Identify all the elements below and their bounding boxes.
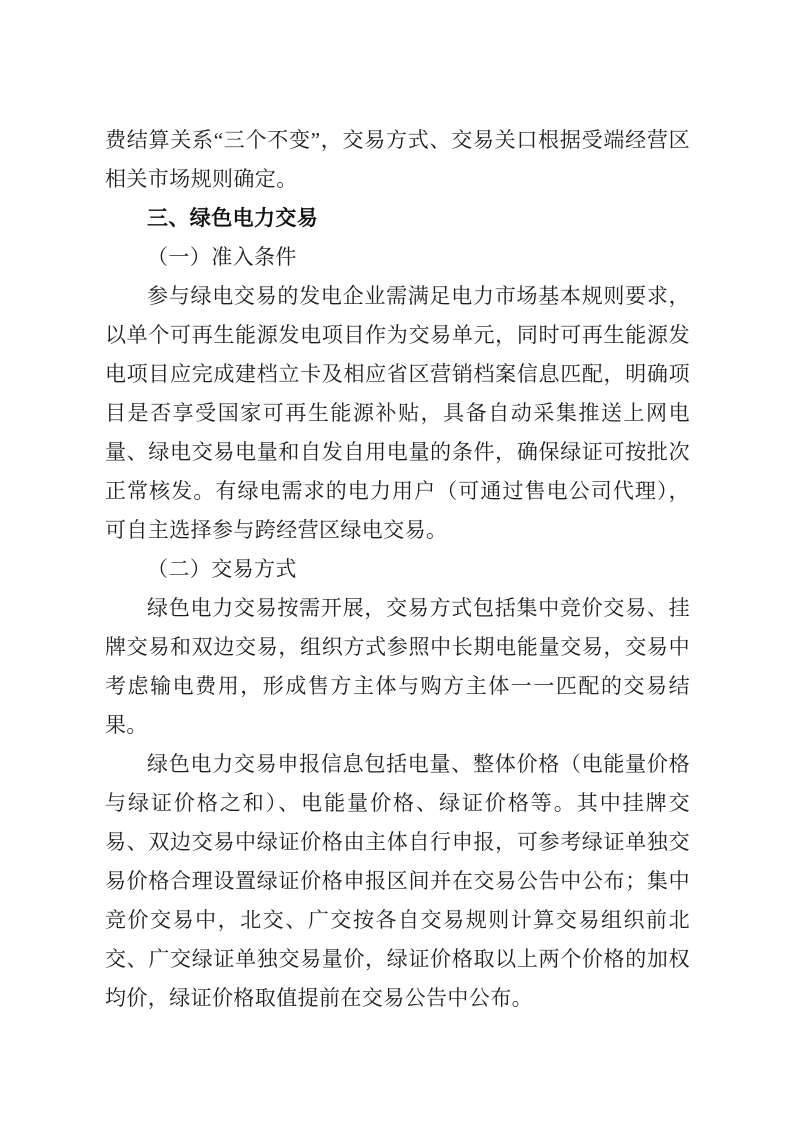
subsection-heading-trading-methods: （二）交易方式 bbox=[147, 557, 297, 581]
paragraph: 绿色电力交易申报信息包括电量、整体价格（电能量价格与绿证价格之和）、电能量价格、绿证价格等。其中挂牌交易、双边交易中绿证价格由主体自行申报，可参考绿证单独交易价格合理设置绿证价格申报区间并在交易公告中公布；集中竞价交易中，北交、广交按各自交易规则计算交易组织前北交、广交绿证单独交易量价，绿证价格取以上两个价格的加权均价，绿证价格取值提前在交易公告中公布。 bbox=[105, 752, 690, 1010]
document-body bbox=[105, 121, 690, 1018]
paragraph: 绿色电力交易按需开展，交易方式包括集中竞价交易、挂牌交易和双边交易，组织方式参照中长期电能量交易，交易中考虑输电费用，形成售方主体与购方主体一一匹配的交易结果。 bbox=[105, 596, 690, 737]
paragraph: 参与绿电交易的发电企业需满足电力市场基本规则要求，以单个可再生能源发电项目作为交易单元，同时可再生能源发电项目应完成建档立卡及相应省区营销档案信息匹配，明确项目是否享受国家可再生能源补贴，具备自动采集推送上网电量、绿电交易电量和自发自用电量的条件，确保绿证可按批次正常核发。有绿电需求的电力用户（可通过售电公司代理），可自主选择参与跨经营区绿电交易。 bbox=[105, 284, 690, 542]
subsection-heading-access-conditions: （一）准入条件 bbox=[147, 245, 297, 269]
section-heading: 三、绿色电力交易 bbox=[147, 207, 319, 230]
paragraph-continuation: 费结算关系“三个不变”，交易方式、交易关口根据受端经营区相关市场规则确定。 bbox=[105, 128, 690, 191]
